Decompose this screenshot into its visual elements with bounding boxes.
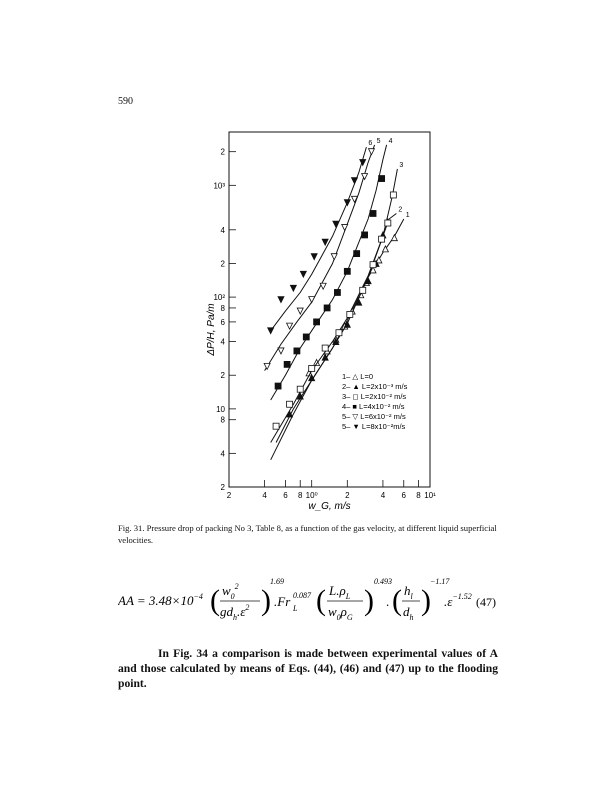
paren-right-1: ) [261, 584, 271, 617]
data-point [391, 235, 397, 241]
data-point [390, 192, 396, 198]
data-point [334, 289, 340, 295]
y-tick-label: 10 [216, 404, 225, 414]
chart-axes [213, 132, 436, 500]
x-tick-label: 10¹ [424, 491, 436, 500]
paren-left-2: ( [316, 584, 326, 617]
data-point [322, 239, 328, 245]
eq-fr: .Fr [274, 594, 291, 609]
data-point [297, 308, 303, 314]
y-tick-label: 2 [220, 483, 225, 492]
legend-entry: 5– ▼ L=8x10⁻²m/s [342, 422, 406, 431]
eq-lhs-exp: −4 [193, 592, 203, 601]
y-tick-label: 4 [220, 337, 225, 347]
eq-f3-den-sub: h [409, 613, 414, 622]
eq-f1-den-rest: .ε [237, 604, 246, 619]
eq-f2-den-mid: ρ [340, 604, 347, 619]
data-point [273, 423, 279, 429]
eq-number: (47) [476, 595, 496, 609]
eq-tail: .ε [444, 594, 453, 609]
eq-fr-sub: L [293, 604, 298, 613]
svg-text:dh [403, 604, 414, 622]
data-point [370, 210, 376, 216]
data-point [368, 149, 374, 155]
x-tick-label: 8 [298, 491, 303, 500]
series-curve [271, 147, 367, 331]
paren-left-1: ( [210, 584, 220, 617]
legend-entry: 3– ◻ L=2x10⁻² m/s [342, 392, 407, 401]
data-point [322, 345, 328, 351]
svg-text:.ε−1.52 [444, 592, 472, 609]
data-point [379, 236, 385, 242]
data-point [309, 365, 315, 371]
data-point [278, 348, 284, 354]
data-point [275, 383, 281, 389]
data-point [379, 176, 385, 182]
eq-f1-num: w [222, 583, 231, 598]
svg-text:w02 [222, 582, 239, 601]
eq-f1-num-sub: 0 [230, 592, 235, 601]
y-axis-label: ΔP/H, Pa/m [206, 303, 217, 356]
paren-right-3: ) [421, 584, 431, 617]
eq-tail-sup: −1.52 [452, 592, 472, 601]
data-point [360, 287, 366, 293]
x-tick-label: 6 [401, 491, 406, 500]
eq-f2-num: L.ρ [329, 583, 346, 598]
equation-47 [118, 570, 498, 632]
eq-f1-num-sup: 2 [234, 582, 239, 591]
data-point [297, 386, 303, 392]
data-point [268, 328, 274, 334]
curve-label: 5 [376, 137, 381, 145]
data-point [362, 173, 368, 179]
eq-f1-den: gd [220, 604, 233, 619]
figure-caption: Fig. 31. Pressure drop of packing No 3, Table 8, as a function of the gas velocity, at different liquid superficial velocities. [118, 523, 497, 545]
y-tick-label: 2 [220, 371, 225, 381]
data-point [336, 330, 342, 336]
page-number: 590 [118, 96, 133, 107]
x-tick-label: 4 [262, 491, 267, 500]
data-point [342, 224, 348, 230]
data-point [354, 251, 360, 257]
data-point [294, 348, 300, 354]
data-point [351, 178, 357, 184]
data-point [370, 262, 376, 268]
data-point [287, 323, 293, 329]
legend-entry: 1– △ L=0 [342, 372, 373, 381]
curve-label: 6 [368, 140, 373, 148]
data-point [264, 363, 270, 369]
eq-f3-num-sub: l [410, 592, 413, 601]
x-tick-label: 8 [416, 491, 421, 500]
data-point [290, 285, 296, 291]
legend-entry: 2– ▲ L=2x10⁻³ m/s [342, 382, 408, 391]
data-point [344, 268, 350, 274]
eq-f1-den-sup: 2 [245, 603, 250, 612]
body-paragraph: In Fig. 34 a comparison is made between experimental values of A and those calculated by means of Eqs. (44), (46) and (47) up to the flooding point. [118, 647, 498, 690]
data-point [309, 297, 315, 303]
curve-label: 2 [398, 206, 403, 214]
data-point [385, 220, 391, 226]
eq-exp-3: −1.17 [430, 577, 450, 586]
eq-f1-den-sub: h [233, 613, 237, 622]
data-point [331, 254, 337, 260]
data-point [344, 200, 350, 206]
x-axis-label: w_G, m/s [308, 501, 351, 512]
curve-label: 1 [405, 211, 410, 219]
y-tick-label: 2 [220, 147, 225, 157]
eq-f3-num: h [404, 583, 411, 598]
data-point [324, 305, 330, 311]
data-point [278, 297, 284, 303]
y-tick-label: 4 [220, 225, 225, 235]
eq-f2-den-sub1: 0 [336, 613, 341, 622]
eq-lhs: AA = 3.48×10 [118, 593, 194, 608]
data-point [362, 232, 368, 238]
series-curve [265, 145, 375, 371]
y-tick-label: 10³ [213, 181, 225, 191]
svg-text:.: . [386, 594, 390, 609]
y-tick-label: 6 [220, 317, 225, 327]
svg-text:.Fr [274, 594, 291, 609]
svg-text:L.ρL [328, 583, 351, 601]
data-point [347, 311, 353, 317]
svg-text:AA = 3.48×10−4 [118, 592, 203, 608]
data-point [287, 401, 293, 407]
y-tick-label: 8 [220, 303, 225, 313]
eq-f2-num-sub: L [345, 592, 351, 601]
data-point [360, 160, 366, 166]
eq-fr-sup: 0.087 [293, 591, 311, 600]
y-tick-label: 2 [220, 259, 225, 269]
legend-entry: 4– ■ L=4x10⁻² m/s [342, 402, 405, 411]
y-tick-label: 10² [213, 293, 225, 303]
x-tick-label: 6 [283, 491, 288, 500]
eq-f2-den: w [328, 604, 337, 619]
data-point [314, 319, 320, 325]
data-point [300, 271, 306, 277]
data-point [303, 334, 309, 340]
svg-text:hl [404, 583, 414, 601]
data-point [311, 254, 317, 260]
chart-legend [342, 372, 408, 431]
curve-label: 4 [388, 137, 393, 145]
y-tick-label: 8 [220, 415, 225, 425]
eq-f3-den: d [403, 604, 410, 619]
svg-text:gdh.ε2 [220, 603, 249, 622]
legend-entry: 5– ▽ L=6x10⁻² m/s [342, 412, 406, 421]
eq-exp-2: 0.493 [374, 577, 392, 586]
eq-exp-1: 1.69 [270, 577, 284, 586]
x-tick-label: 2 [226, 491, 232, 500]
eq-f2-den-sub2: G [346, 613, 353, 622]
x-tick-label: 4 [380, 491, 386, 500]
x-tick-label: 10⁰ [305, 491, 318, 500]
curve-label: 3 [399, 161, 404, 169]
data-point [320, 283, 326, 289]
paren-left-3: ( [392, 584, 402, 617]
x-tick-label: 2 [345, 491, 350, 500]
svg-text:w0ρG [328, 604, 353, 622]
y-tick-label: 4 [220, 449, 225, 459]
data-point [284, 361, 290, 367]
paren-right-2: ) [364, 584, 374, 617]
